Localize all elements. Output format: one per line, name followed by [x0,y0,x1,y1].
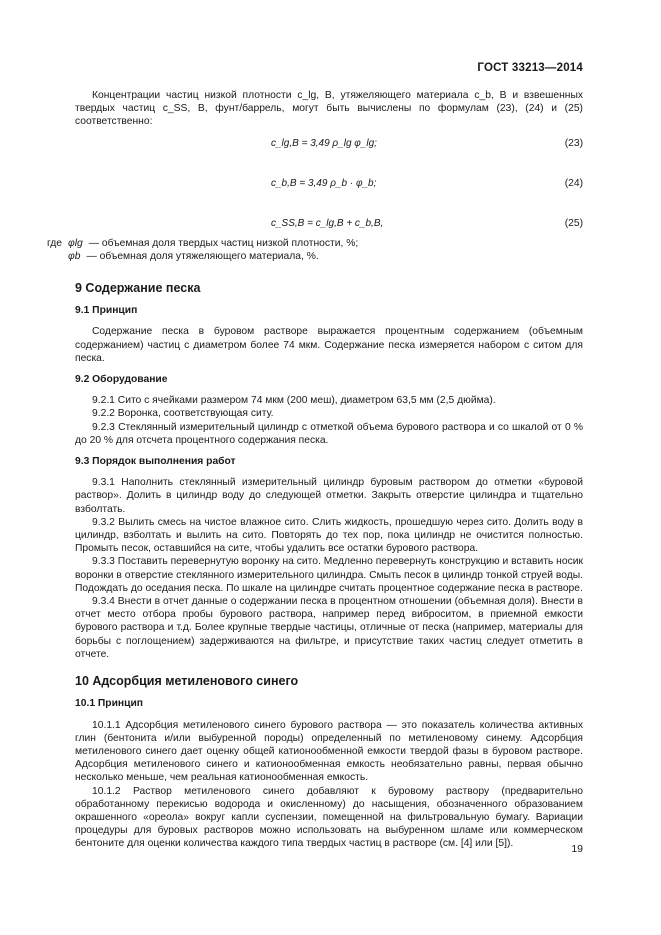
formula-expression: c_SS,B = c_lg,B + c_b,B, [271,217,384,229]
where-line [68,250,583,263]
where-prefix: где [47,237,63,249]
intro-paragraph: Концентрации частиц низкой плотности c_lg, B, утяжеляющего материала c_b, B и взвешенных твердых частиц c_SS, B, фунт/баррель, могут быть вычислены по формулам (23), (24) и (25) соответственно: [75,90,583,128]
subsection-9-2-title: 9.2 Оборудование [75,374,168,386]
subsection-10-1-title: 10.1 Принцип [75,698,144,710]
section-10-title: 10 Адсорбция метиленового синего [75,674,299,689]
paragraph: 9.2.3 Стеклянный измерительный цилиндр с отметкой объема бурового раствора и со шкалой от 0 % до 20 % для отсчета процентного содержания песка. [75,421,583,446]
where-block [47,237,583,263]
standard-header: ГОСТ 33213—2014 [477,62,583,74]
where-text: — объемная доля утяжеляющего материала, %. [86,250,319,262]
formula-expression: c_lg,B = 3,49 ρ_lg φ_lg; [271,137,377,149]
formula-23 [75,137,583,151]
paragraph: 10.1.1 Адсорбция метиленового синего бурового раствора — это показатель количества активных глин (бентонита и/или выбуренной породы) определенный по метиленовому синему. Адсорбция метиленового синего дает оценку общей катионообменной емкости твердой фазы в буровом растворе. Адсорбция метиленового синего и катионообменная емкость необязательно равны, первая обычно несколько меньше, чем реальная катионообменная емкость. [75,719,583,784]
paragraph: 9.2.1 Сито с ячейками размером 74 мкм (200 меш), диаметром 63,5 мм (2,5 дюйма). [92,395,496,407]
where-symbol: φlg [68,237,83,249]
formula-number: (23) [564,137,583,149]
where-symbol: φb [68,250,81,262]
paragraph: 9.3.3 Поставить перевернутую воронку на сито. Медленно перевернуть конструкцию и вставить носик воронки в отверстие стеклянного измерительного цилиндра. Смыть песок в цилиндр тонкой струей воды. Подождать до оседания песка. По шкале на цилиндре считать процентное содержание песка в растворе. [75,556,583,594]
formula-24 [75,177,583,191]
document-body [47,89,583,851]
page-number: 19 [571,843,583,855]
paragraph: 9.3.4 Внести в отчет данные о содержании песка в процентном отношении (объемная доля). Внести в отчет место отбора пробы бурового раствора, например перед виброситом, в приемной емкости бурового раствора и т.д. Более крупные твердые частицы, отличные от песка (например, материалы для борьбы с поглощением) задерживаются на фильтре, и присутствие таких частиц следует отметить в отчете. [75,596,583,660]
paragraph: 9.3.1 Наполнить стеклянный измерительный цилиндр буровым раствором до отметки «буровой раствор». Долить в цилиндр воду до следующей отметки. Закрыть отверстие цилиндра и тщательно взболтать. [75,477,583,515]
paragraph: 9.3.2 Вылить смесь на чистое влажное сито. Слить жидкость, прошедшую через сито. Долить воду в цилиндр, взболтать и вылить на сито. Повторять до тех пор, пока цилиндр не очистится полностью. Промыть песок, оставшийся на сите, чтобы удалить все остатки бурового раствора. [75,516,583,555]
formula-number: (25) [564,217,583,229]
section-9-title: 9 Содержание песка [75,281,201,296]
subsection-9-3-title: 9.3 Порядок выполнения работ [75,456,236,468]
subsection-9-1-title: 9.1 Принцип [75,305,138,317]
formula-number: (24) [564,177,583,189]
where-text: — объемная доля твердых частиц низкой плотности, %; [88,237,359,249]
formula-expression: c_b,B = 3,49 ρ_b · φ_b; [271,177,377,189]
formula-25 [75,217,583,231]
where-line [47,237,583,250]
paragraph: 9.2.2 Воронка, соответствующая ситу. [92,408,274,420]
paragraph: Содержание песка в буровом растворе выражается процентным содержанием (объемным содержанием) частиц с диаметром более 74 мкм. Содержание песка измеряется набором с ситом для песка. [75,326,583,364]
paragraph: 10.1.2 Раствор метиленового синего добавляют к буровому раствору (предварительно обработанному перекисью водорода и окисленному) до насыщения, обозначенного образованием окрашенного «ореола» вокруг капли суспензии, помещенной на фильтровальную бумагу. Вариации процедуры для буровых растворов можно использовать на выбуренном шламе или коммерческом бентоните для оценки количества каждого типа твердых частиц в растворе (см. [4] или [5]). [75,785,583,850]
